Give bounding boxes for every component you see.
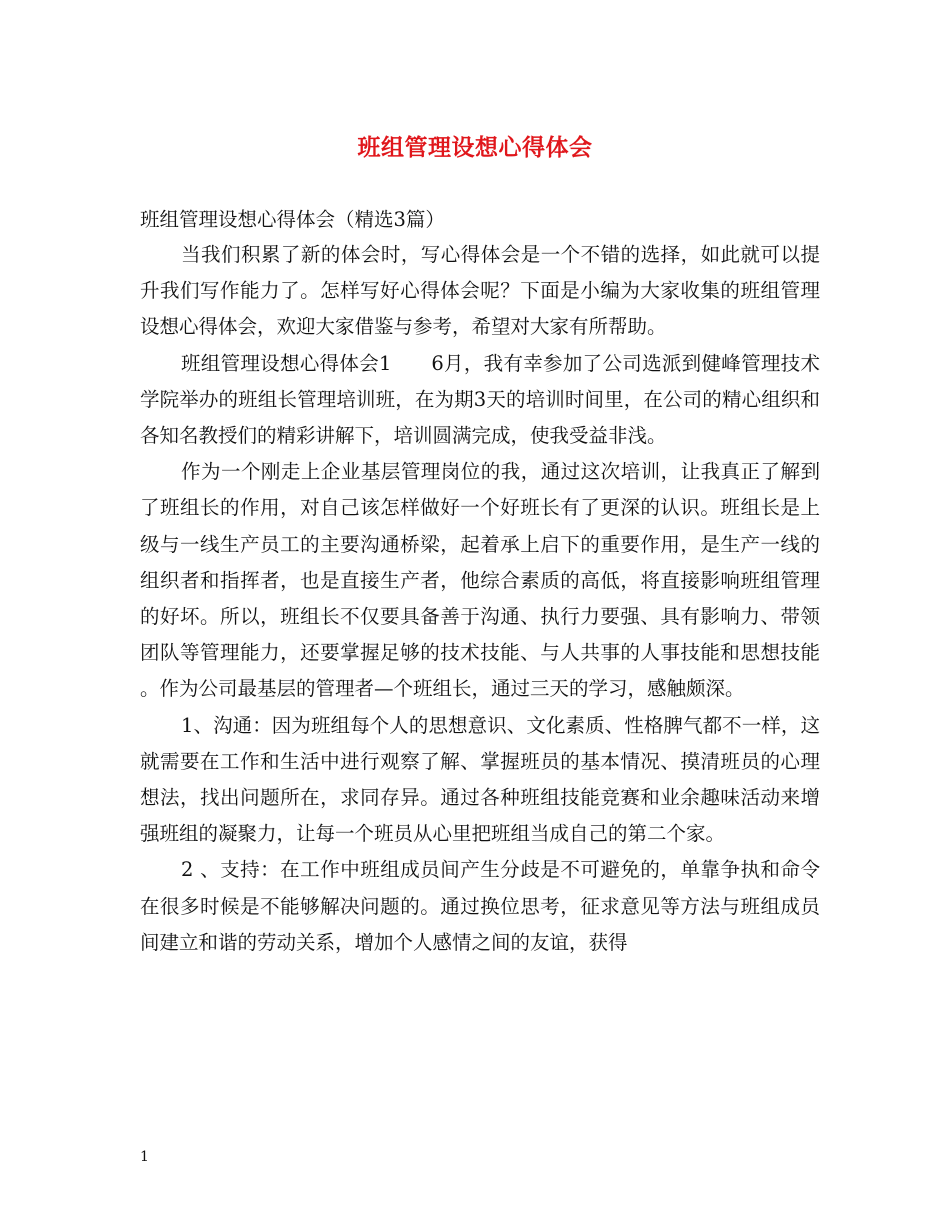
paragraph-role: 作为一个刚走上企业基层管理岗位的我，通过这次培训，让我真正了解到了班组长的作用，对自己该怎样做好一个好班长有了更深的认识。班组长是上级与一线生产员工的主要沟通桥梁，起着承上启下的重要作用，是生产一线的组织者和指挥者，也是直接生产者，他综合素质的高低，将直接影响班组管理的好坏。所以，班组长不仅要具备善于沟通、执行力要强、具有影响力、带领团队等管理能力，还要掌握足够的技术技能、与人共事的人事技能和思想技能。作为公司最基层的管理者—个班组长，通过三天的学习，感触颇深。 — [140, 460, 820, 701]
page-number: 1 — [140, 1149, 149, 1165]
paragraph-support: 2 、支持：在工作中班组成员间产生分歧是不可避免的，单靠争执和命令在很多时候是不能够解决问题的。通过换位思考，征求意见等方法与班组成员间建立和谐的劳动关系，增加个人感情之间的友谊，获得 — [140, 858, 820, 954]
document-body — [140, 237, 820, 961]
paragraph-communication: 1、沟通：因为班组每个人的思想意识、文化素质、性格脾气都不一样，这就需要在工作和生活中进行观察了解、掌握班员的基本情况、摸清班员的心理想法，找出问题所在，求同存异。通过各种班组技能竞赛和业余趣味活动来增强班组的凝聚力，让每一个班员从心里把班组当成自己的第二个家。 — [140, 713, 820, 846]
document-subtitle: 班组管理设想心得体会（精选3篇） — [140, 208, 445, 231]
paragraph-article-1: 班组管理设想心得体会1 6月，我有幸参加了公司选派到健峰管理技术学院举办的班组长管理培训班，在为期3天的培训时间里，在公司的精心组织和各知名教授们的精彩讲解下，培训圆满完成，使我受益非浅。 — [140, 351, 820, 448]
paragraph-intro: 当我们积累了新的体会时，写心得体会是一个不错的选择，如此就可以提升我们写作能力了。怎样写好心得体会呢？下面是小编为大家收集的班组管理设想心得体会，欢迎大家借鉴与参考，希望对大家有所帮助。 — [140, 243, 820, 339]
document-title: 班组管理设想心得体会 — [357, 134, 593, 161]
